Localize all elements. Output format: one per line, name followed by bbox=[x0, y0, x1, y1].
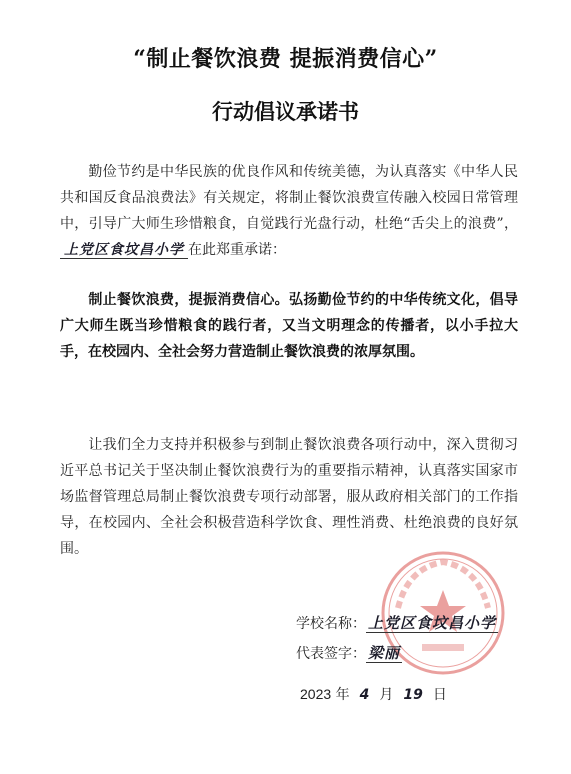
date-month-unit: 月 bbox=[379, 687, 394, 703]
date-year: 2023 bbox=[300, 686, 332, 702]
date-year-unit: 年 bbox=[335, 687, 350, 703]
intro-text-end: 在此郑重承诺： bbox=[188, 242, 286, 258]
commitment-paragraph bbox=[60, 287, 518, 365]
representative-label: 代表签字： bbox=[296, 646, 366, 662]
commitment-text: 制止餐饮浪费，提振消费信心。弘扬勤俭节约的中华传统文化，倡导广大师生既当珍惜粮食的践行者，又当文明理念的传播者，以小手拉大手，在校园内、全社会努力营造制止餐饮浪费的浓厚氛围。 bbox=[60, 292, 518, 360]
school-name-row bbox=[296, 608, 536, 638]
signature-block bbox=[296, 608, 536, 668]
date-day-unit: 日 bbox=[432, 687, 447, 703]
intro-text: 勤俭节约是中华民族的优良作风和传统美德，为认真落实《中华人民共和国反食品浪费法》有关规定，将制止餐饮浪费宣传融入校园日常管理中，引导广大师生珍惜粮食，自觉践行光盘行动，杜绝“舌尖上的浪费”， bbox=[60, 164, 518, 232]
date-day: 19 bbox=[403, 687, 423, 703]
representative-signature: 梁丽 bbox=[368, 644, 401, 662]
school-name-label: 学校名称： bbox=[296, 616, 366, 632]
action-text: 让我们全力支持并积极参与到制止餐饮浪费各项行动中，深入贯彻习近平总书记关于坚决制止餐饮浪费行为的重要指示精神，认真落实国家市场监督管理总局制止餐饮浪费专项行动部署，服从政府相关部门的工作指导，在校园内、全社会积极营造科学饮食、理性消费、杜绝浪费的良好氛围。 bbox=[60, 437, 518, 557]
intro-paragraph bbox=[60, 159, 518, 263]
document-date bbox=[300, 684, 447, 704]
date-month: 4 bbox=[359, 687, 370, 703]
document-subtitle: 行动倡议承诺书 bbox=[212, 99, 359, 124]
school-name-value: 上党区食坟昌小学 bbox=[368, 614, 497, 632]
representative-row bbox=[296, 638, 536, 668]
school-name-handwritten: 上党区食坟昌小学 bbox=[60, 242, 188, 259]
document-title: “制止餐饮浪费 提振消费信心” bbox=[133, 46, 438, 72]
action-paragraph bbox=[60, 432, 518, 562]
